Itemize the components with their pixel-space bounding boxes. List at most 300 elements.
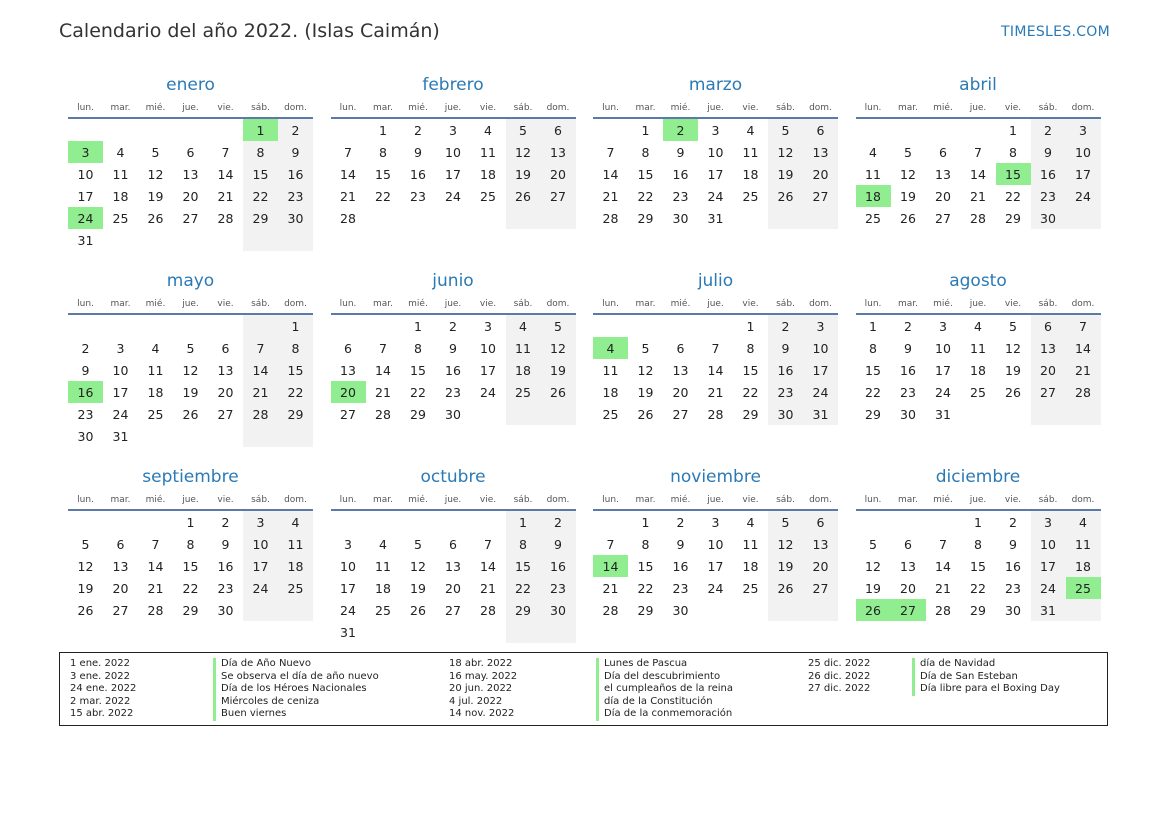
day-cell: 2	[1009, 514, 1017, 530]
day-cell: 26	[506, 185, 541, 207]
day-cell: 9	[278, 141, 313, 163]
weekday-label: dom.	[546, 299, 570, 309]
day-cell: 28	[1066, 381, 1101, 403]
day-cell: 14	[970, 166, 986, 182]
empty-cell	[541, 207, 576, 229]
day-cell: 23	[410, 188, 426, 204]
day-cell: 7	[711, 340, 720, 356]
calendar-grid	[68, 74, 1101, 656]
empty-cell	[331, 315, 366, 337]
day-cell: 21	[602, 188, 619, 204]
empty-cell	[173, 119, 208, 141]
weekday-label: mar.	[372, 103, 394, 113]
day-cell: 17	[112, 384, 129, 400]
day-cell: 27	[182, 210, 199, 226]
day-cell: 8	[414, 340, 422, 356]
weekday-label: vie.	[1004, 299, 1022, 309]
day-grid	[593, 119, 838, 229]
day-cell: 1	[278, 315, 313, 337]
day-cell: 12	[768, 533, 803, 555]
weekday-label: jue.	[182, 103, 199, 113]
day-cell: 12	[182, 362, 199, 378]
day-cell: 29	[637, 602, 654, 618]
day-cell: 18	[147, 384, 164, 400]
empty-cell	[1066, 599, 1101, 621]
empty-cell	[208, 315, 243, 337]
weekday-label: vie.	[217, 495, 234, 505]
day-grid	[331, 119, 576, 229]
empty-cell	[103, 315, 138, 337]
day-cell: 17	[935, 362, 951, 378]
day-cell: 6	[186, 144, 195, 160]
day-cell: 23	[217, 580, 234, 596]
empty-cell	[926, 119, 961, 141]
day-cell: 24	[243, 577, 278, 599]
day-cell: 14	[1066, 337, 1101, 359]
day-cell: 4	[484, 122, 492, 138]
empty-cell	[1066, 403, 1101, 425]
holiday-name: Día de Año Nuevo	[213, 658, 379, 671]
holiday-name: Día de San Esteban	[912, 671, 1060, 684]
day-cell: 19	[182, 384, 199, 400]
day-cell: 10	[243, 533, 278, 555]
day-cell: 2	[676, 514, 685, 530]
day-cell: 16	[1031, 163, 1066, 185]
day-cell: 22	[182, 580, 199, 596]
day-cell: 4	[116, 144, 125, 160]
day-cell: 17	[480, 362, 496, 378]
weekday-label: vie.	[742, 103, 759, 113]
empty-cell	[803, 599, 838, 621]
day-cell: 20	[541, 163, 576, 185]
day-cell: 25	[480, 188, 496, 204]
day-cell: 4	[1066, 511, 1101, 533]
day-cell: 6	[676, 340, 685, 356]
day-cell: 11	[742, 144, 759, 160]
day-cell: 20	[1031, 359, 1066, 381]
empty-cell	[331, 119, 366, 141]
day-cell: 31	[1031, 599, 1066, 621]
weekday-label: vie.	[742, 495, 759, 505]
day-cell: 28	[480, 602, 496, 618]
weekday-label: dom.	[284, 299, 307, 309]
day-cell: 1	[746, 318, 755, 334]
day-cell: 14	[147, 558, 164, 574]
day-cell: 15	[865, 362, 881, 378]
day-cell: 18	[278, 555, 313, 577]
day-cell: 30	[1005, 602, 1021, 618]
weekday-header	[331, 488, 576, 508]
day-cell: 4	[151, 340, 160, 356]
weekday-label: lun.	[339, 103, 357, 113]
day-cell: 23	[541, 577, 576, 599]
empty-cell	[698, 315, 733, 337]
day-cell: 31	[935, 406, 951, 422]
empty-cell	[173, 229, 208, 251]
day-cell: 2	[81, 340, 90, 356]
day-cell: 26	[768, 185, 803, 207]
day-cell: 10	[1066, 141, 1101, 163]
day-cell: 3	[939, 318, 947, 334]
day-cell: 25	[506, 381, 541, 403]
day-cell: 22	[742, 384, 759, 400]
day-cell: 17	[243, 555, 278, 577]
day-cell: 27	[935, 210, 951, 226]
day-cell: 8	[243, 141, 278, 163]
day-cell: 11	[375, 558, 391, 574]
empty-cell	[68, 511, 103, 533]
day-cell: 22	[865, 384, 881, 400]
weekday-label: mié.	[408, 103, 428, 113]
weekday-label: mar.	[372, 495, 394, 505]
empty-cell	[698, 599, 733, 621]
month-name: enero	[166, 75, 215, 95]
day-cell: 7	[939, 536, 947, 552]
weekday-label: mar.	[635, 103, 656, 113]
day-cell: 13	[541, 141, 576, 163]
day-cell: 22	[637, 188, 654, 204]
day-cell: 27	[541, 185, 576, 207]
day-cell: 23	[1031, 185, 1066, 207]
day-cell: 18	[742, 166, 759, 182]
day-cell: 11	[865, 166, 881, 182]
day-cell: 18	[375, 580, 391, 596]
day-cell: 19	[637, 384, 654, 400]
day-cell: 6	[541, 119, 576, 141]
weekday-label: jue.	[707, 103, 724, 113]
day-cell: 26	[637, 406, 654, 422]
empty-cell	[138, 425, 173, 447]
day-cell: 21	[480, 580, 496, 596]
day-cell: 8	[506, 533, 541, 555]
day-grid	[331, 511, 576, 643]
holiday-day-cell: 15	[996, 163, 1031, 185]
empty-cell	[471, 621, 506, 643]
weekday-label: mié.	[670, 103, 691, 113]
holiday-day-cell: 16	[68, 381, 103, 403]
day-cell: 16	[410, 166, 426, 182]
day-cell: 25	[112, 210, 129, 226]
day-cell: 18	[480, 166, 496, 182]
weekday-label: lun.	[77, 103, 94, 113]
empty-cell	[1066, 207, 1101, 229]
day-cell: 3	[116, 340, 125, 356]
weekday-label: mié.	[408, 495, 428, 505]
empty-cell	[891, 511, 926, 533]
holiday-names-col-3	[912, 658, 1060, 696]
holiday-day-cell: 24	[68, 207, 103, 229]
day-cell: 28	[217, 210, 234, 226]
holiday-dates-col-3	[808, 658, 870, 696]
day-cell: 30	[768, 403, 803, 425]
empty-cell	[628, 315, 663, 337]
day-cell: 5	[768, 119, 803, 141]
day-cell: 11	[506, 337, 541, 359]
empty-cell	[243, 599, 278, 621]
day-cell: 29	[182, 602, 199, 618]
day-cell: 7	[151, 536, 160, 552]
day-cell: 20	[803, 163, 838, 185]
month-name: septiembre	[142, 467, 239, 487]
weekday-label: mar.	[635, 299, 656, 309]
weekday-label: mié.	[145, 299, 166, 309]
empty-cell	[593, 315, 628, 337]
day-cell: 19	[900, 188, 916, 204]
day-cell: 9	[768, 337, 803, 359]
day-cell: 26	[768, 577, 803, 599]
weekday-label: vie.	[479, 103, 497, 113]
day-cell: 11	[970, 340, 986, 356]
day-cell: 10	[445, 144, 461, 160]
day-cell: 9	[81, 362, 90, 378]
day-cell: 15	[742, 362, 759, 378]
day-cell: 13	[935, 166, 951, 182]
weekday-label: mié.	[408, 299, 428, 309]
brand-link[interactable]: TIMESLES.COM	[1001, 24, 1110, 40]
day-cell: 10	[77, 166, 94, 182]
day-cell: 16	[541, 555, 576, 577]
empty-cell	[243, 425, 278, 447]
day-cell: 26	[182, 406, 199, 422]
day-cell: 26	[1005, 384, 1021, 400]
day-cell: 12	[865, 558, 881, 574]
empty-cell	[593, 119, 628, 141]
day-cell: 24	[935, 384, 951, 400]
weekday-label: mié.	[145, 103, 166, 113]
day-cell: 26	[77, 602, 94, 618]
day-grid	[856, 315, 1101, 425]
holiday-name: el cumpleaños de la reina	[596, 683, 733, 696]
weekday-label: vie.	[1004, 103, 1022, 113]
day-cell: 2	[414, 122, 422, 138]
empty-cell	[961, 403, 996, 425]
day-cell: 6	[803, 119, 838, 141]
weekday-label: sáb.	[1038, 299, 1058, 309]
holiday-day-cell: 25	[1066, 577, 1101, 599]
weekday-label: mar.	[635, 495, 656, 505]
day-cell: 6	[803, 511, 838, 533]
day-cell: 1	[974, 514, 982, 530]
weekday-label: lun.	[602, 299, 619, 309]
day-cell: 22	[243, 185, 278, 207]
day-cell: 31	[707, 210, 724, 226]
day-cell: 18	[970, 362, 986, 378]
day-grid	[68, 511, 313, 621]
holiday-names-col-1	[213, 658, 379, 721]
holiday-names-col-2	[596, 658, 733, 721]
day-cell: 7	[484, 536, 492, 552]
day-cell: 21	[375, 384, 391, 400]
day-cell: 1	[414, 318, 422, 334]
day-cell: 14	[707, 362, 724, 378]
day-cell: 5	[869, 536, 877, 552]
month-junio	[331, 270, 576, 460]
weekday-label: sáb.	[776, 495, 795, 505]
day-cell: 8	[746, 340, 755, 356]
empty-cell	[366, 511, 401, 533]
holiday-date: 27 dic. 2022	[808, 683, 871, 694]
day-cell: 13	[803, 533, 838, 555]
day-cell: 29	[742, 406, 759, 422]
day-cell: 9	[676, 144, 685, 160]
empty-cell	[366, 621, 401, 643]
day-cell: 3	[711, 514, 720, 530]
empty-cell	[68, 315, 103, 337]
day-cell: 22	[278, 381, 313, 403]
empty-cell	[856, 119, 891, 141]
holiday-day-cell: 1	[243, 119, 278, 141]
day-cell: 13	[182, 166, 199, 182]
day-cell: 11	[112, 166, 129, 182]
month-name: marzo	[688, 75, 743, 95]
day-cell: 15	[637, 558, 654, 574]
day-cell: 27	[445, 602, 461, 618]
day-cell: 13	[217, 362, 234, 378]
month-marzo	[593, 74, 838, 264]
day-cell: 23	[77, 406, 94, 422]
month-name: julio	[697, 271, 734, 291]
weekday-label: jue.	[444, 495, 462, 505]
day-cell: 25	[970, 384, 986, 400]
day-cell: 27	[217, 406, 234, 422]
day-cell: 8	[186, 536, 195, 552]
day-cell: 10	[112, 362, 129, 378]
day-cell: 29	[1005, 210, 1021, 226]
month-agosto	[856, 270, 1101, 460]
day-cell: 15	[637, 166, 654, 182]
weekday-label: lun.	[339, 299, 357, 309]
weekday-header	[856, 96, 1101, 116]
day-cell: 4	[506, 315, 541, 337]
month-name: abril	[959, 75, 997, 95]
weekday-label: dom.	[1071, 299, 1095, 309]
day-cell: 24	[480, 384, 496, 400]
empty-cell	[138, 511, 173, 533]
day-cell: 21	[935, 580, 951, 596]
empty-cell	[278, 599, 313, 621]
day-cell: 16	[217, 558, 234, 574]
weekday-label: lun.	[602, 495, 619, 505]
day-cell: 19	[1005, 362, 1021, 378]
holiday-day-cell: 3	[68, 141, 103, 163]
day-cell: 15	[506, 555, 541, 577]
day-cell: 28	[602, 210, 619, 226]
day-cell: 21	[147, 580, 164, 596]
day-cell: 6	[904, 536, 912, 552]
holiday-date: 24 ene. 2022	[70, 683, 137, 694]
weekday-label: dom.	[1071, 103, 1095, 113]
day-cell: 8	[278, 337, 313, 359]
holiday-name: Se observa el día de año nuevo	[213, 671, 379, 684]
day-cell: 9	[1031, 141, 1066, 163]
weekday-label: vie.	[742, 299, 759, 309]
day-cell: 6	[116, 536, 125, 552]
empty-cell	[506, 621, 541, 643]
day-cell: 30	[1031, 207, 1066, 229]
day-grid	[593, 511, 838, 621]
day-cell: 3	[344, 536, 352, 552]
empty-cell	[173, 315, 208, 337]
empty-cell	[471, 511, 506, 533]
holiday-date: 4 jul. 2022	[449, 695, 503, 707]
day-cell: 3	[243, 511, 278, 533]
day-cell: 30	[672, 602, 689, 618]
day-cell: 7	[243, 337, 278, 359]
day-grid	[331, 315, 576, 425]
empty-cell	[891, 119, 926, 141]
day-cell: 9	[449, 340, 457, 356]
empty-cell	[733, 207, 768, 229]
holiday-day-cell: 18	[856, 185, 891, 207]
day-cell: 9	[541, 533, 576, 555]
month-diciembre	[856, 466, 1101, 656]
weekday-label: jue.	[182, 495, 199, 505]
weekday-label: sáb.	[513, 299, 533, 309]
day-cell: 2	[221, 514, 230, 530]
holiday-name: día de Navidad	[912, 658, 1060, 671]
weekday-label: lun.	[864, 103, 882, 113]
day-cell: 5	[1009, 318, 1017, 334]
day-cell: 8	[974, 536, 982, 552]
holiday-date: 20 jun. 2022	[449, 683, 513, 694]
day-cell: 24	[707, 188, 724, 204]
day-cell: 1	[186, 514, 195, 530]
day-cell: 19	[77, 580, 94, 596]
day-cell: 27	[672, 406, 689, 422]
day-cell: 28	[147, 602, 164, 618]
holiday-date: 1 ene. 2022	[70, 658, 130, 669]
empty-cell	[208, 119, 243, 141]
weekday-label: sáb.	[251, 495, 270, 505]
month-name: febrero	[422, 75, 484, 95]
day-cell: 12	[541, 337, 576, 359]
empty-cell	[138, 229, 173, 251]
day-cell: 15	[182, 558, 199, 574]
day-cell: 18	[742, 558, 759, 574]
empty-cell	[401, 511, 436, 533]
empty-cell	[208, 425, 243, 447]
weekday-label: vie.	[217, 299, 234, 309]
day-cell: 7	[974, 144, 982, 160]
day-cell: 15	[243, 163, 278, 185]
day-grid	[856, 511, 1101, 621]
day-cell: 21	[340, 188, 356, 204]
day-cell: 5	[414, 536, 422, 552]
day-cell: 28	[375, 406, 391, 422]
empty-cell	[331, 511, 366, 533]
day-cell: 25	[278, 577, 313, 599]
day-cell: 14	[340, 166, 356, 182]
holiday-name: Día del descubrimiento	[596, 671, 733, 684]
day-cell: 3	[803, 315, 838, 337]
holiday-name: Lunes de Pascua	[596, 658, 733, 671]
day-cell: 21	[707, 384, 724, 400]
day-cell: 18	[1066, 555, 1101, 577]
weekday-label: dom.	[809, 495, 832, 505]
weekday-label: jue.	[969, 103, 987, 113]
day-cell: 17	[1066, 163, 1101, 185]
day-cell: 21	[217, 188, 234, 204]
day-cell: 8	[641, 144, 650, 160]
day-cell: 9	[221, 536, 230, 552]
empty-cell	[961, 119, 996, 141]
day-cell: 19	[410, 580, 426, 596]
day-cell: 28	[340, 210, 356, 226]
weekday-label: mar.	[372, 299, 394, 309]
holiday-day-cell: 14	[593, 555, 628, 577]
day-cell: 12	[506, 141, 541, 163]
day-cell: 7	[1066, 315, 1101, 337]
